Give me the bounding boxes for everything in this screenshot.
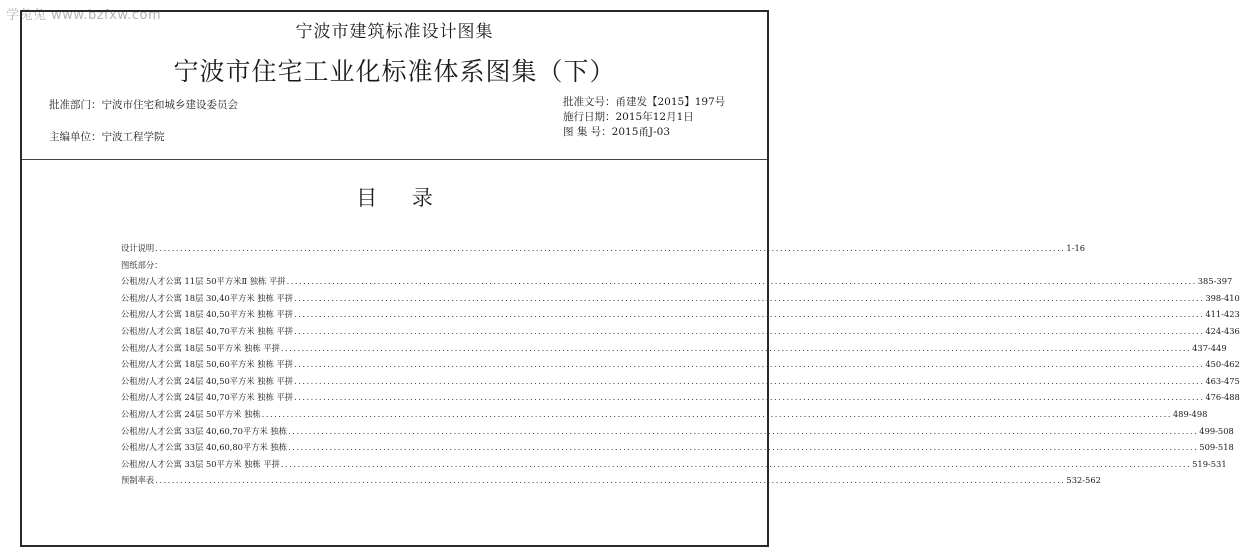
toc-leader-dots: ............................................................................................................................................................................................................................ bbox=[155, 475, 1066, 486]
toc-entry-pages: 450-462 bbox=[1205, 359, 1240, 370]
toc-leader-dots: ............................................................................................................................................................................................................................ bbox=[294, 392, 1205, 403]
toc-leader-dots: ............................................................................................................................................................................................................................ bbox=[261, 408, 1172, 419]
approval-document-number: 批准文号：甬建发【2015】197号 bbox=[563, 96, 726, 108]
toc-entry-label: 公租房/人才公寓 18层 50,60平方米 独栋 平拼 bbox=[121, 359, 294, 370]
toc-entry bbox=[121, 306, 1240, 323]
toc-entry-pages: 1-16 bbox=[1066, 243, 1086, 253]
approval-info bbox=[563, 95, 725, 140]
toc-entry-pages: 463-475 bbox=[1205, 375, 1240, 386]
atlas-number: 图 集 号：2015甬J-03 bbox=[563, 126, 671, 138]
toc-entry bbox=[121, 290, 1240, 307]
toc-entry bbox=[121, 472, 1101, 489]
table-of-contents bbox=[121, 240, 1240, 489]
toc-leader-dots: ............................................................................................................................................................................................................................ bbox=[294, 359, 1205, 370]
toc-entry-pages: 424-436 bbox=[1205, 325, 1240, 336]
toc-entry-pages: 519-531 bbox=[1192, 458, 1227, 469]
toc-entry bbox=[121, 406, 1208, 423]
toc-entry bbox=[121, 356, 1240, 373]
toc-leader-dots: ............................................................................................................................................................................................................................ bbox=[280, 458, 1192, 469]
toc-entry-label: 预制率表 bbox=[121, 475, 155, 486]
toc-entry bbox=[121, 373, 1240, 390]
toc-entry-pages: 398-410 bbox=[1205, 292, 1240, 303]
toc-entry-label: 设计说明 bbox=[121, 243, 155, 253]
toc-entry-label: 公租房/人才公寓 18层 40,70平方米 独栋 平拼 bbox=[121, 325, 294, 336]
toc-entry bbox=[121, 240, 1086, 257]
toc-entry-pages: 437-449 bbox=[1192, 342, 1227, 353]
toc-entry-pages: 489-498 bbox=[1172, 408, 1208, 419]
toc-entry-pages: 532-562 bbox=[1066, 475, 1101, 486]
toc-entry bbox=[121, 389, 1240, 406]
toc-entry-label: 公租房/人才公寓 24层 40,70平方米 独栋 平拼 bbox=[121, 392, 294, 403]
toc-leader-dots: ............................................................................................................................................................................................................................ bbox=[294, 375, 1205, 386]
toc-entry-label: 公租房/人才公寓 33层 40,60,80平方米 独栋 bbox=[121, 442, 288, 453]
toc-entry bbox=[121, 423, 1234, 440]
toc-entry-label: 公租房/人才公寓 24层 50平方米 独栋 bbox=[121, 408, 261, 419]
toc-entry bbox=[121, 439, 1234, 456]
toc-leader-dots: ............................................................................................................................................................................................................................ bbox=[155, 243, 1066, 253]
toc-entry-label: 图纸部分： bbox=[121, 259, 163, 270]
chief-editor-unit: 主编单位：宁波工程学院 bbox=[49, 131, 165, 143]
toc-entry-label: 公租房/人才公寓 18层 30,40平方米 独栋 平拼 bbox=[121, 292, 294, 303]
toc-entry-pages: 509-518 bbox=[1199, 442, 1234, 453]
toc-leader-dots: ............................................................................................................................................................................................................................ bbox=[280, 342, 1192, 353]
toc-leader-dots: ............................................................................................................................................................................................................................ bbox=[286, 276, 1197, 287]
series-title: 宁波市建筑标准设计图集 bbox=[295, 22, 494, 42]
title-block bbox=[22, 12, 767, 160]
toc-entry-pages: 476-488 bbox=[1205, 392, 1240, 403]
toc-entry-label: 公租房/人才公寓 33层 50平方米 独栋 平拼 bbox=[121, 458, 280, 469]
toc-leader-dots: ............................................................................................................................................................................................................................ bbox=[288, 442, 1199, 453]
main-title: 宁波市住宅工业化标准体系图集（下） bbox=[173, 57, 616, 86]
watermark: 学兔兔 www.bzfxw.com bbox=[6, 8, 162, 23]
toc-leader-dots: ............................................................................................................................................................................................................................ bbox=[294, 325, 1205, 336]
toc-entry-label: 公租房/人才公寓 11层 50平方米Ⅱ 独栋 平拼 bbox=[121, 276, 286, 287]
toc-entry bbox=[121, 456, 1227, 473]
toc-entry-pages: 499-508 bbox=[1199, 425, 1234, 436]
toc-entry-label: 公租房/人才公寓 24层 40,50平方米 独栋 平拼 bbox=[121, 375, 294, 386]
toc-leader-dots: ............................................................................................................................................................................................................................ bbox=[294, 292, 1205, 303]
toc-leader-dots: ............................................................................................................................................................................................................................ bbox=[288, 425, 1199, 436]
toc-title-char: 录 bbox=[411, 186, 433, 210]
approving-department: 批准部门：宁波市住宅和城乡建设委员会 bbox=[49, 99, 238, 111]
toc-entry bbox=[121, 340, 1227, 357]
toc-entry-label: 公租房/人才公寓 33层 40,60,70平方米 独栋 bbox=[121, 425, 288, 436]
toc-entry bbox=[121, 323, 1240, 340]
effective-date: 施行日期：2015年12月1日 bbox=[563, 111, 694, 123]
page-frame bbox=[20, 10, 1240, 547]
toc-entry-label: 公租房/人才公寓 18层 50平方米 独栋 平拼 bbox=[121, 342, 280, 353]
toc-entry-pages: 411-423 bbox=[1205, 309, 1240, 320]
toc-entry bbox=[121, 273, 1233, 290]
toc-leader-dots: ............................................................................................................................................................................................................................ bbox=[294, 309, 1205, 320]
toc-entry-pages: 385-397 bbox=[1197, 276, 1233, 287]
toc-entry-label: 公租房/人才公寓 18层 40,50平方米 独栋 平拼 bbox=[121, 309, 294, 320]
toc-title bbox=[22, 182, 767, 212]
toc-title-char: 目 bbox=[356, 186, 378, 210]
toc-entry bbox=[121, 257, 654, 274]
